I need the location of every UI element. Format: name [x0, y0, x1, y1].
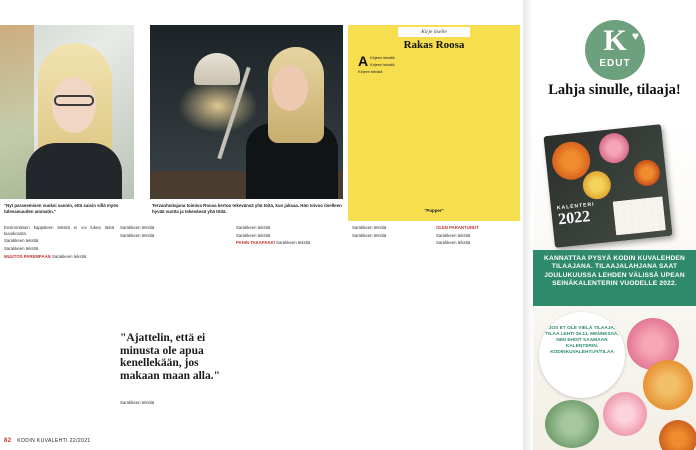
article-subheading: OLEN PARANTUNUT — [436, 225, 479, 230]
ad-offer-text: KANNATTAA PYSYÄ KODIN KUVALEHDEN TILAAJANA. TILAAJALAHJANA SAAT JOULUKUUSSA LEHDEN VÄLISSÄ UPEAN SEINÄKALENTERIN VUODELLE 2022. — [544, 255, 685, 288]
coat-shape — [26, 143, 122, 199]
article-paragraph: Sarakkeen tekstiä — [236, 225, 271, 230]
letter-body — [358, 55, 510, 75]
page-gutter — [523, 0, 533, 450]
flower-icon — [581, 170, 612, 201]
article-paragraph: Sarakkeen tekstiä — [120, 400, 155, 405]
article-column-4 — [352, 225, 432, 240]
magazine-issue: KODIN KUVALEHTI 22/2021 — [17, 438, 91, 444]
article-paragraph: Sarakkeen tekstiä — [4, 246, 39, 252]
ad-subscribe-badge — [539, 312, 625, 398]
kodin-edut-logo — [585, 20, 645, 80]
logo-letter: K — [603, 24, 627, 57]
ad-subscribe-text: JOS ET OLE VIELÄ TILAAJA, TILAA LEHTI 29.11. MENNESSÄ, NIIN EHDIT SAAMAAN KALENTERIN. KODINKUVALEHTI.FI/TILAA — [545, 326, 619, 356]
letter-paragraph: Kirjeen tekstiä — [370, 62, 395, 68]
calendar-year: 2022 — [557, 208, 591, 229]
letter-signature: "Pupper" — [424, 208, 444, 213]
letter-tag: Kirje itselle — [398, 27, 470, 37]
letter-dropcap: A — [358, 53, 369, 69]
photo-caption-2: Tervanhoitajana toimiva Roosa kertoo tekevänsä yhä töitä, kun jaksaa. Hän toivoo itselleen hyvää vuotta ja tekevänsä yhä töitä. — [152, 203, 342, 214]
flower-icon — [603, 392, 647, 436]
desk-photo — [150, 25, 343, 199]
leaf-icon — [545, 400, 599, 448]
article-column-3 — [236, 225, 346, 248]
letter-box — [348, 25, 520, 221]
letter-paragraph: Kirjeen tekstiä — [358, 69, 383, 75]
flower-icon — [633, 159, 662, 188]
ad-offer-banner — [533, 250, 696, 306]
article-paragraph: Sarakkeen tekstiä — [120, 232, 155, 238]
page-number: 82 — [4, 438, 12, 444]
portrait-photo — [0, 25, 134, 199]
article-paragraph: Sarakkeen tekstiä — [120, 225, 155, 230]
flower-icon — [643, 360, 693, 410]
pull-quote-text: "Ajattelin, että ei minusta ole apua kenellekään, jos makaan maan alla." — [120, 332, 220, 382]
article-paragraph: Sarakkeen tekstiä — [236, 232, 271, 238]
logo-word: EDUT — [599, 58, 631, 69]
article-subheading: MUUTOS PAREMPAAN — [4, 253, 51, 259]
article-subheading: PAHIN TAKAPAKKI — [236, 240, 275, 246]
article-paragraph: Ensimmäisen kappaleen tekstiä ei voi lukea tästä kuvakoosta. — [4, 225, 114, 236]
page-footer — [4, 438, 91, 444]
article-paragraph: Sarakkeen tekstiä — [52, 253, 87, 259]
article-column-2-lower — [120, 400, 230, 408]
article-paragraph: Sarakkeen tekstiä — [436, 240, 471, 246]
letter-title: Rakas Roosa — [403, 39, 465, 51]
wall-calendar-image — [543, 124, 672, 248]
calendar-title: KALENTERI — [556, 201, 595, 212]
article-paragraph: Sarakkeen tekstiä — [4, 238, 39, 244]
flower-icon — [598, 132, 631, 165]
glasses-shape — [54, 95, 94, 106]
article-column-1 — [4, 225, 114, 262]
subscription-ad-page — [533, 0, 696, 450]
ad-headline: Lahja sinulle, tilaaja! — [548, 82, 681, 98]
pull-quote — [120, 332, 230, 382]
article-column-2 — [120, 225, 230, 240]
article-paragraph: Sarakkeen tekstiä — [352, 225, 387, 230]
article-paragraph: Sarakkeen tekstiä — [352, 232, 387, 238]
woman-face-shape — [272, 65, 308, 111]
letter-paragraph: Kirjeen tekstiä — [370, 55, 395, 60]
article-column-5 — [436, 225, 522, 248]
article-paragraph: Sarakkeen tekstiä — [276, 240, 311, 246]
flower-icon — [659, 420, 696, 450]
heart-icon: ♥ — [631, 29, 639, 43]
lamp-light-shape — [178, 79, 258, 133]
calendar-grid-icon — [613, 196, 666, 235]
article-paragraph: Sarakkeen tekstiä — [436, 232, 471, 238]
lamp-icon — [194, 53, 240, 85]
photo-caption-1: "Nyt paranemisen vuoksi sanoin, että saisin sillä myös tulevaisuuden ammatin." — [4, 203, 119, 214]
